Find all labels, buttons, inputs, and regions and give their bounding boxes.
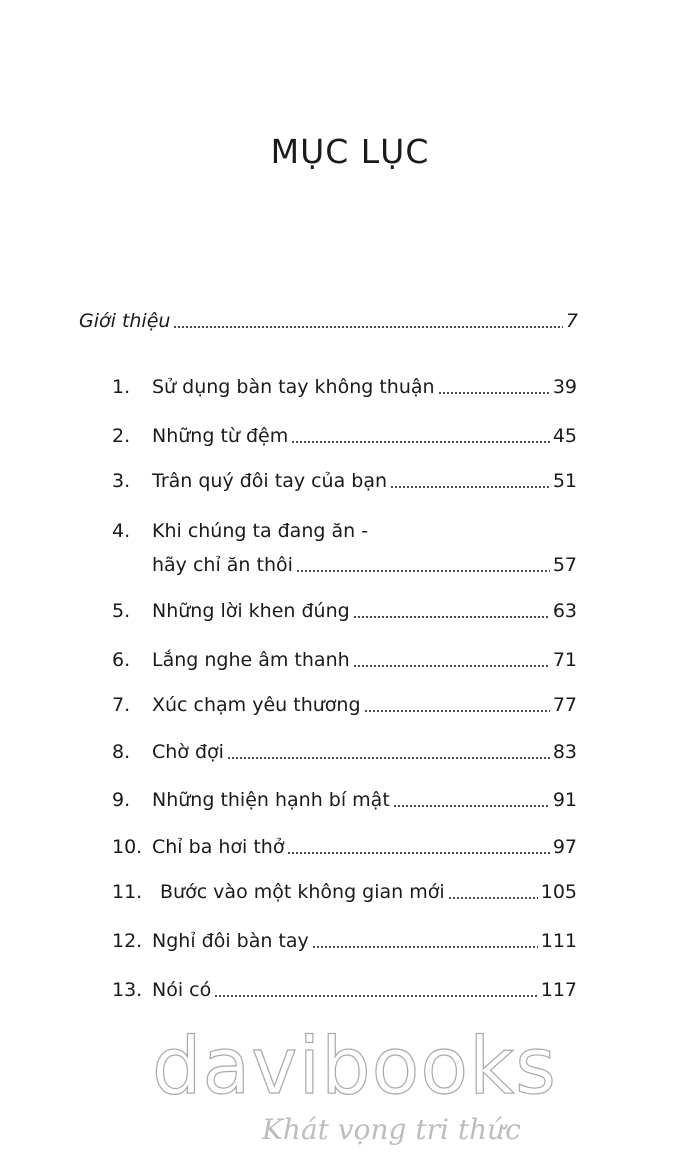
toc-entry-label: Nói có [152,979,212,1001]
toc-entry-page: 45 [552,425,577,447]
toc-entry-label: Chỉ ba hơi thở [152,836,285,858]
toc-entry-first-line [112,519,392,543]
dot-leader [214,995,538,997]
toc-entry-page: 105 [540,881,577,903]
toc-entry [112,648,577,672]
dot-leader [364,710,550,712]
toc-entry-label: Nghỉ đôi bàn tay [152,930,309,952]
toc-entry-number: 4. [112,520,131,542]
toc-entry-page: 7 [565,310,578,332]
toc-entry-label-line1: Khi chúng ta đang ăn - [152,520,369,542]
toc-entry [112,740,577,764]
toc-entry [152,553,577,577]
toc-entry-number: 10. [112,836,143,858]
toc-entry-number: 13. [112,979,143,1001]
toc-entry-page: 117 [540,979,577,1001]
toc-entry-number: 7. [112,694,131,716]
toc-entry-label: Những từ đệm [152,425,289,447]
dot-leader [173,326,562,328]
watermark-brand: davibooks [152,1022,557,1112]
toc-entry-label: Bước vào một không gian mới [160,881,445,903]
toc-entry [112,978,577,1002]
toc-entry-page: 97 [552,836,577,858]
toc-entry-intro [79,309,578,333]
toc-entry [112,880,577,904]
dot-leader [291,441,550,443]
toc-entry-page: 51 [552,470,577,492]
toc-entry-label: Sử dụng bàn tay không thuận [152,376,435,398]
dot-leader [448,897,538,899]
toc-entry [112,469,577,493]
dot-leader [353,665,550,667]
toc-entry-number: 3. [112,470,131,492]
toc-entry-label: Giới thiệu [79,310,171,332]
toc-entry-number: 8. [112,741,131,763]
toc-entry-label: hãy chỉ ăn thôi [152,554,293,576]
toc-entry-page: 91 [552,789,577,811]
dot-leader [438,392,550,394]
toc-entry [112,929,577,953]
dot-leader [227,757,550,759]
toc-entry [112,788,577,812]
toc-entry-label: Chờ đợi [152,741,224,763]
toc-entry [112,835,577,859]
toc-entry-number: 1. [112,376,131,398]
page-title: MỤC LỤC [270,132,430,171]
dot-leader [390,486,550,488]
toc-entry-label: Xúc chạm yêu thương [152,694,361,716]
dot-leader [312,946,538,948]
dot-leader [393,805,550,807]
toc-entry-page: 77 [552,694,577,716]
toc-entry-page: 111 [540,930,577,952]
toc-entry-page: 83 [552,741,577,763]
toc-entry-label: Những lời khen đúng [152,600,350,622]
toc-entry-number: 5. [112,600,131,622]
toc-entry-page: 57 [552,554,577,576]
toc-entry [112,693,577,717]
toc-entry-label: Trân quý đôi tay của bạn [152,470,388,492]
toc-entry-page: 39 [552,376,577,398]
toc-entry-number: 6. [112,649,131,671]
dot-leader [287,852,549,854]
dot-leader [296,570,550,572]
toc-entry-page: 71 [552,649,577,671]
toc-entry-label: Những thiện hạnh bí mật [152,789,390,811]
toc-entry-number: 12. [112,930,143,952]
watermark-slogan: Khát vọng tri thức [262,1113,521,1146]
toc-entry [112,375,577,399]
toc-entry-number: 11. [112,881,143,903]
toc-entry-number: 9. [112,789,131,811]
dot-leader [353,616,550,618]
toc-entry [112,599,577,623]
toc-entry-page: 63 [552,600,577,622]
toc-entry-number: 2. [112,425,131,447]
toc-entry [112,424,577,448]
toc-entry-label: Lắng nghe âm thanh [152,649,350,671]
